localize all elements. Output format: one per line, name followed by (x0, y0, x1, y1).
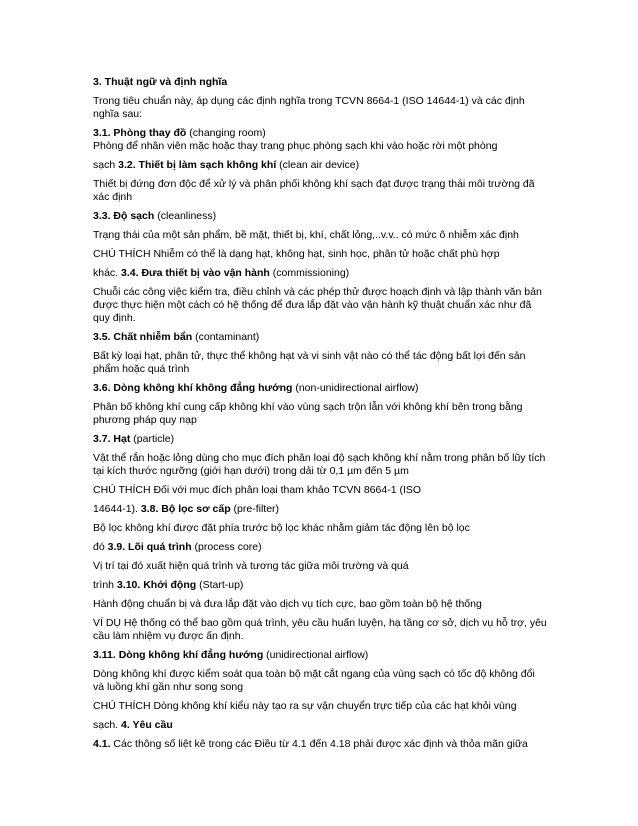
term-3-10 (93, 579, 548, 592)
term-3-4 (93, 267, 548, 280)
term-3-8-number: 3.8. Bộ lọc sơ cấp (140, 503, 231, 515)
term-3-7-note: CHÚ THÍCH Đối với mục đích phân loại tham khảo TCVN 8664-1 (ISO (93, 484, 422, 496)
term-3-3-definition: Trạng thái của một sản phẩm, bề mặt, thiết bị, khí, chất lỏng,..v.v.. có mức ô nhiễm xác định (93, 229, 519, 241)
section-3-title: 3. Thuật ngữ và định nghĩa (93, 76, 228, 88)
term-3-1-english: (changing room) (186, 127, 266, 139)
term-3-7-english: (particle) (130, 433, 175, 445)
term-3-1 (93, 127, 548, 153)
term-3-2-definition: Thiết bị đứng đơn độc để xử lý và phân phối không khí sạch đạt được trạng thái môi trường đã xác định (93, 178, 535, 203)
term-3-9-number: 3.9. Lõi quá trình (107, 541, 192, 553)
term-3-10-number: 3.10. Khởi động (116, 579, 197, 591)
term-3-5-number: 3.5. Chất nhiễm bẩn (93, 331, 193, 343)
term-3-6-english: (non-unidirectional airflow) (292, 382, 419, 394)
term-3-11-note-end: sạch. (93, 719, 122, 731)
term-3-9-definition-end: trình (93, 579, 117, 591)
clause-4-1-text: Các thông số liệt kê trong các Điều từ 4.1 đến 4.18 phải được xác định và thỏa mãn giữa (110, 738, 528, 750)
clause-4-1-number: 4.1. (93, 738, 111, 750)
term-3-3-note-end: khác. (93, 267, 122, 279)
term-3-11-english: (unidirectional airflow) (263, 649, 369, 661)
term-3-6-definition: Phân bố không khí cung cấp không khí vào vùng sạch trộn lẫn với không khí bên trong bằng phương pháp quy nạp (93, 401, 523, 426)
term-3-2-number: 3.2. Thiết bị làm sạch không khí (118, 159, 277, 171)
term-3-5-english: (contaminant) (192, 331, 260, 343)
term-3-3-number: 3.3. Độ sạch (93, 210, 155, 222)
term-3-9-english: (process core) (191, 541, 262, 553)
term-3-11-note: CHÚ THÍCH Dòng không khí kiểu này tạo ra sự vận chuyển trực tiếp của các hạt khỏi vùng (93, 700, 517, 712)
term-3-2-english: (clean air device) (276, 159, 360, 171)
term-3-8-definition: Bộ lọc không khí được đặt phía trước bộ lọc khác nhằm giảm tác động lên bộ lọc (93, 522, 470, 534)
term-3-7-number: 3.7. Hạt (93, 433, 131, 445)
term-3-11 (93, 649, 548, 662)
term-3-6 (93, 382, 548, 395)
section-4-line (93, 719, 548, 732)
term-3-7-note-end: 14644-1). (93, 503, 141, 515)
term-3-1-number: 3.1. Phòng thay đồ (93, 127, 187, 139)
term-3-1-definition-end: sạch (93, 159, 119, 171)
document-page (93, 76, 548, 757)
term-3-10-example: VÍ DỤ Hệ thống có thể bao gồm quá trình, yêu cầu huấn luyện, hạ tầng cơ sở, dịch vụ hỗ trợ, yêu cầu làm nhiệm vụ được ấn định. (93, 617, 547, 642)
term-3-8-definition-end: đó (93, 541, 108, 553)
term-3-4-number: 3.4. Đưa thiết bị vào vận hành (121, 267, 270, 279)
term-3-3-english: (cleanliness) (154, 210, 217, 222)
term-3-3-note: CHÚ THÍCH Nhiễm có thể là dạng hạt, không hạt, sinh học, phân tử hoặc chất phù hợp (93, 248, 500, 260)
term-3-4-definition: Chuỗi các công việc kiểm tra, điều chỉnh và các phép thử được hoạch định và lập thành văn bản được thực hiện một cách có hệ thống để đưa lắp đặt vào vận hành kỹ thuật chuẩn xác như đã quy định. (93, 286, 542, 324)
term-3-8-english: (pre-filter) (230, 503, 280, 515)
term-3-5-definition: Bất kỳ loại hạt, phân tử, thực thể không hạt và vi sinh vật nào có thể tác động bất lợi đến sản phẩm hoặc quá trình (93, 350, 526, 375)
section-3-intro: Trong tiêu chuẩn này, áp dụng các định nghĩa trong TCVN 8664-1 (ISO 14644-1) và các định nghĩa sau: (93, 95, 525, 120)
term-3-10-definition: Hành động chuẩn bị và đưa lắp đặt vào dịch vụ tích cực, bao gồm toàn bộ hệ thống (93, 598, 482, 610)
term-3-9-definition: Vị trí tại đó xuất hiện quá trình và tương tác giữa môi trường và quá (93, 560, 409, 572)
term-3-2 (93, 159, 548, 172)
term-3-1-definition: Phòng để nhân viên mặc hoặc thay trang phục phòng sạch khi vào hoặc rời một phòng (93, 140, 498, 152)
term-3-9 (93, 541, 548, 554)
term-3-10-english: (Start-up) (196, 579, 244, 591)
section-4-title: 4. Yêu cầu (121, 719, 173, 731)
term-3-3 (93, 210, 548, 223)
clause-4-1 (93, 738, 548, 751)
term-3-11-definition: Dòng không khí được kiểm soát qua toàn bộ mặt cắt ngang của vùng sạch có tốc độ không đổi và luồng khí gần như song song (93, 668, 535, 693)
term-3-4-english: (commissioning) (269, 267, 350, 279)
term-3-6-number: 3.6. Dòng không khí không đẳng hướng (93, 382, 293, 394)
term-3-11-number: 3.11. Dòng không khí đẳng hướng (93, 649, 264, 661)
term-3-8 (93, 503, 548, 516)
term-3-7 (93, 433, 548, 446)
term-3-7-definition: Vật thể rắn hoặc lỏng dùng cho mục đích phân loại độ sạch không khí nằm trong phân bố lũy tích tại kích thước ngưỡng (giới hạn dưới) trong dải từ 0,1 µm đến 5 µm (93, 452, 546, 477)
term-3-5 (93, 331, 548, 344)
